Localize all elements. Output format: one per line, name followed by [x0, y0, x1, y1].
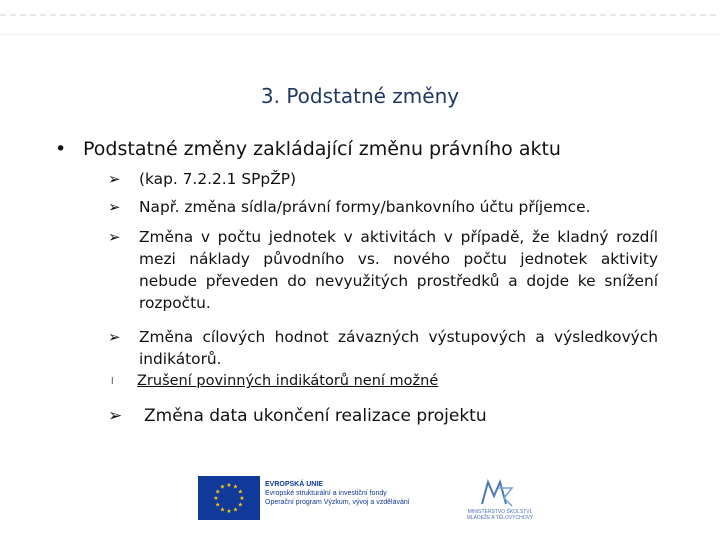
sub-bullet-1	[108, 168, 658, 190]
sub-bullet-2	[108, 196, 658, 218]
eu-star: ★	[232, 483, 239, 491]
sub-bullet-text: Změna v počtu jednotek v aktivitách v případě, že kladný rozdíl mezi náklady původního vs. nového počtu jednotek aktivity nebude převeden do nevyužitých prostředků a dojde ke snížení rozpočtu.	[139, 228, 658, 312]
eu-star: ★	[219, 483, 226, 491]
eu-star: ★	[226, 508, 232, 515]
eu-star: ★	[213, 495, 219, 502]
top-decor-band	[0, 0, 720, 35]
eu-star: ★	[239, 495, 245, 502]
eu-text-block	[265, 480, 410, 507]
footer-logos	[198, 476, 538, 520]
eu-line-3: Operační program Výzkum, vývoj a vzdělávání	[265, 499, 410, 506]
sub-bullet-4	[108, 326, 658, 370]
eu-line-2: Evropské strukturální a investiční fondy	[265, 490, 387, 497]
eu-star: ★	[237, 501, 243, 509]
eu-star: ★	[226, 482, 232, 489]
sub-bullet-text: (kap. 7.2.2.1 SPpŽP)	[139, 170, 297, 188]
bullet-dot-icon: •	[55, 138, 67, 160]
last-bullet-text: Změna data ukončení realizace projektu	[144, 406, 487, 426]
eu-star: ★	[219, 506, 226, 514]
underlined-note: Zrušení povinných indikátorů není možné	[137, 373, 439, 389]
sub-bullet-3	[108, 226, 658, 314]
arrow-bullet-icon: ➢	[108, 198, 121, 216]
eu-title: EVROPSKÁ UNIE	[265, 481, 323, 488]
eu-star: ★	[232, 506, 239, 514]
last-bullet	[108, 406, 487, 426]
eu-star: ★	[215, 501, 221, 509]
main-bullet	[55, 138, 561, 160]
msmt-logo-icon	[478, 478, 518, 508]
eu-flag-icon	[198, 476, 260, 520]
msmt-caption: MINISTERSTVO ŠKOLSTVÍ, MLÁDEŽE A TĚLOVÝCHOVY	[466, 509, 534, 521]
arrow-bullet-icon: ➢	[108, 170, 121, 188]
top-dotted-line	[0, 14, 720, 16]
arrow-bullet-icon: ➢	[108, 228, 121, 246]
sub-bullet-text: Změna cílových hodnot závazných výstupových a výsledkových indikátorů.	[139, 328, 658, 368]
arrow-bullet-icon: ➢	[108, 328, 121, 346]
small-bullet-mark: l	[111, 377, 114, 387]
msmt-logo	[460, 478, 534, 521]
eu-star: ★	[237, 488, 243, 496]
slide-title: 3. Podstatné změny	[260, 84, 460, 108]
arrow-bullet-icon: ➢	[108, 406, 123, 426]
sub-bullet-text: Např. změna sídla/právní formy/bankovního účtu příjemce.	[139, 198, 591, 216]
eu-star: ★	[215, 488, 221, 496]
main-bullet-text: Podstatné změny zakládající změnu právního aktu	[83, 138, 561, 160]
